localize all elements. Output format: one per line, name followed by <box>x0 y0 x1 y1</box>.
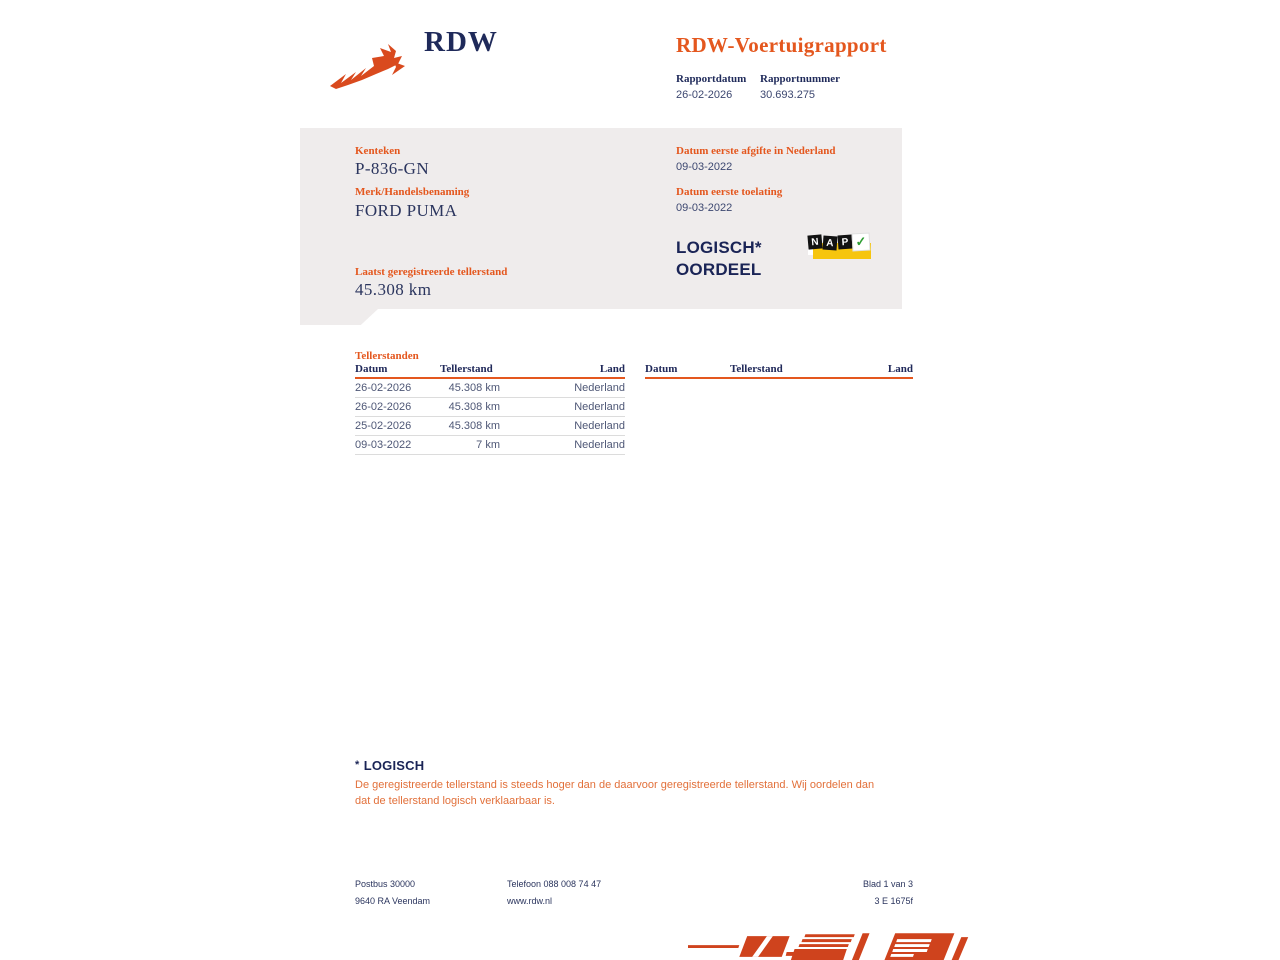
table-cell: 26-02-2026 <box>355 382 412 394</box>
table-cell: 25-02-2026 <box>355 420 412 432</box>
column-header: Land <box>887 363 913 375</box>
table-cell: 45.308 km <box>448 401 500 413</box>
table-cell: 7 km <box>476 439 500 451</box>
table-row <box>355 398 625 417</box>
toelating-value: 09-03-2022 <box>676 202 733 214</box>
nap-logo <box>808 233 874 263</box>
footer-website: www.rdw.nl <box>507 896 553 906</box>
column-header: Datum <box>355 363 388 375</box>
tellerstanden-table-left <box>355 363 625 455</box>
toelating-label: Datum eerste toelating <box>676 186 783 198</box>
oordeel-line2: OORDEEL <box>676 260 762 279</box>
footnote-title-row <box>355 757 424 775</box>
footer-page-number: Blad 1 van 3 <box>862 879 913 889</box>
table-cell: Nederland <box>574 420 625 432</box>
report-date-value: 26-02-2026 <box>676 89 733 101</box>
table-cell: Nederland <box>574 401 625 413</box>
footer-address-line2: 9640 RA Veendam <box>355 896 431 906</box>
report-number-value: 30.693.275 <box>760 89 816 101</box>
rdw-bottom-graphic <box>688 930 984 960</box>
summary-panel-tab <box>300 309 378 325</box>
merk-value: FORD PUMA <box>355 201 458 220</box>
footer-address-line1: Postbus 30000 <box>355 879 416 889</box>
column-header: Tellerstand <box>730 363 783 375</box>
nap-letter-tile: N <box>807 234 822 249</box>
kenteken-value: P-836-GN <box>355 159 430 178</box>
column-header: Tellerstand <box>440 363 493 375</box>
table-cell: 45.308 km <box>448 420 500 432</box>
table-row <box>355 379 625 398</box>
table-header-row <box>645 363 913 379</box>
afgifte-label: Datum eerste afgifte in Nederland <box>676 145 836 157</box>
nap-corner <box>808 249 813 255</box>
kenteken-label: Kenteken <box>355 145 401 157</box>
nap-letter-tile: P <box>838 235 853 250</box>
table-row <box>355 417 625 436</box>
report-date-label: Rapportdatum <box>676 73 747 85</box>
oordeel-line1: LOGISCH* <box>676 238 762 257</box>
footer-phone: Telefoon 088 008 74 47 <box>507 879 602 889</box>
tellerstanden-table-right <box>645 363 913 379</box>
table-cell: 26-02-2026 <box>355 401 412 413</box>
checkmark-icon: ✓ <box>853 234 870 251</box>
table-row <box>355 436 625 455</box>
laatste-tellerstand-label: Laatst geregistreerde tellerstand <box>355 266 508 278</box>
table-header-row <box>355 363 625 379</box>
footnote-text: De geregistreerde tellerstand is steeds hoger dan de daarvoor geregistreerde tellerstand. Wij oordelen dan dat de tellerstand logisch verklaarbaar is. <box>355 779 875 807</box>
table-cell: 09-03-2022 <box>355 439 412 451</box>
table-cell: 45.308 km <box>448 382 500 394</box>
footer-form-code: 3 E 1675f <box>874 896 913 906</box>
merk-label: Merk/Handelsbenaming <box>355 186 470 198</box>
page-title: RDW-Voertuigrapport <box>676 33 887 57</box>
afgifte-value: 09-03-2022 <box>676 161 733 173</box>
oordeel-verdict <box>676 237 762 281</box>
rdw-wordmark: RDW <box>424 26 498 58</box>
column-header: Land <box>599 363 625 375</box>
tellerstanden-section-title: Tellerstanden <box>355 350 419 362</box>
nap-letter-tile: A <box>823 236 838 251</box>
footnote-title: LOGISCH <box>363 758 425 773</box>
table-cell: Nederland <box>574 382 625 394</box>
column-header: Datum <box>645 363 678 375</box>
report-number-label: Rapportnummer <box>760 73 841 85</box>
table-cell: Nederland <box>574 439 625 451</box>
footnote-asterisk: * <box>355 759 360 771</box>
rdw-flame-logo-icon <box>328 34 408 90</box>
laatste-tellerstand-value: 45.308 km <box>355 280 432 299</box>
